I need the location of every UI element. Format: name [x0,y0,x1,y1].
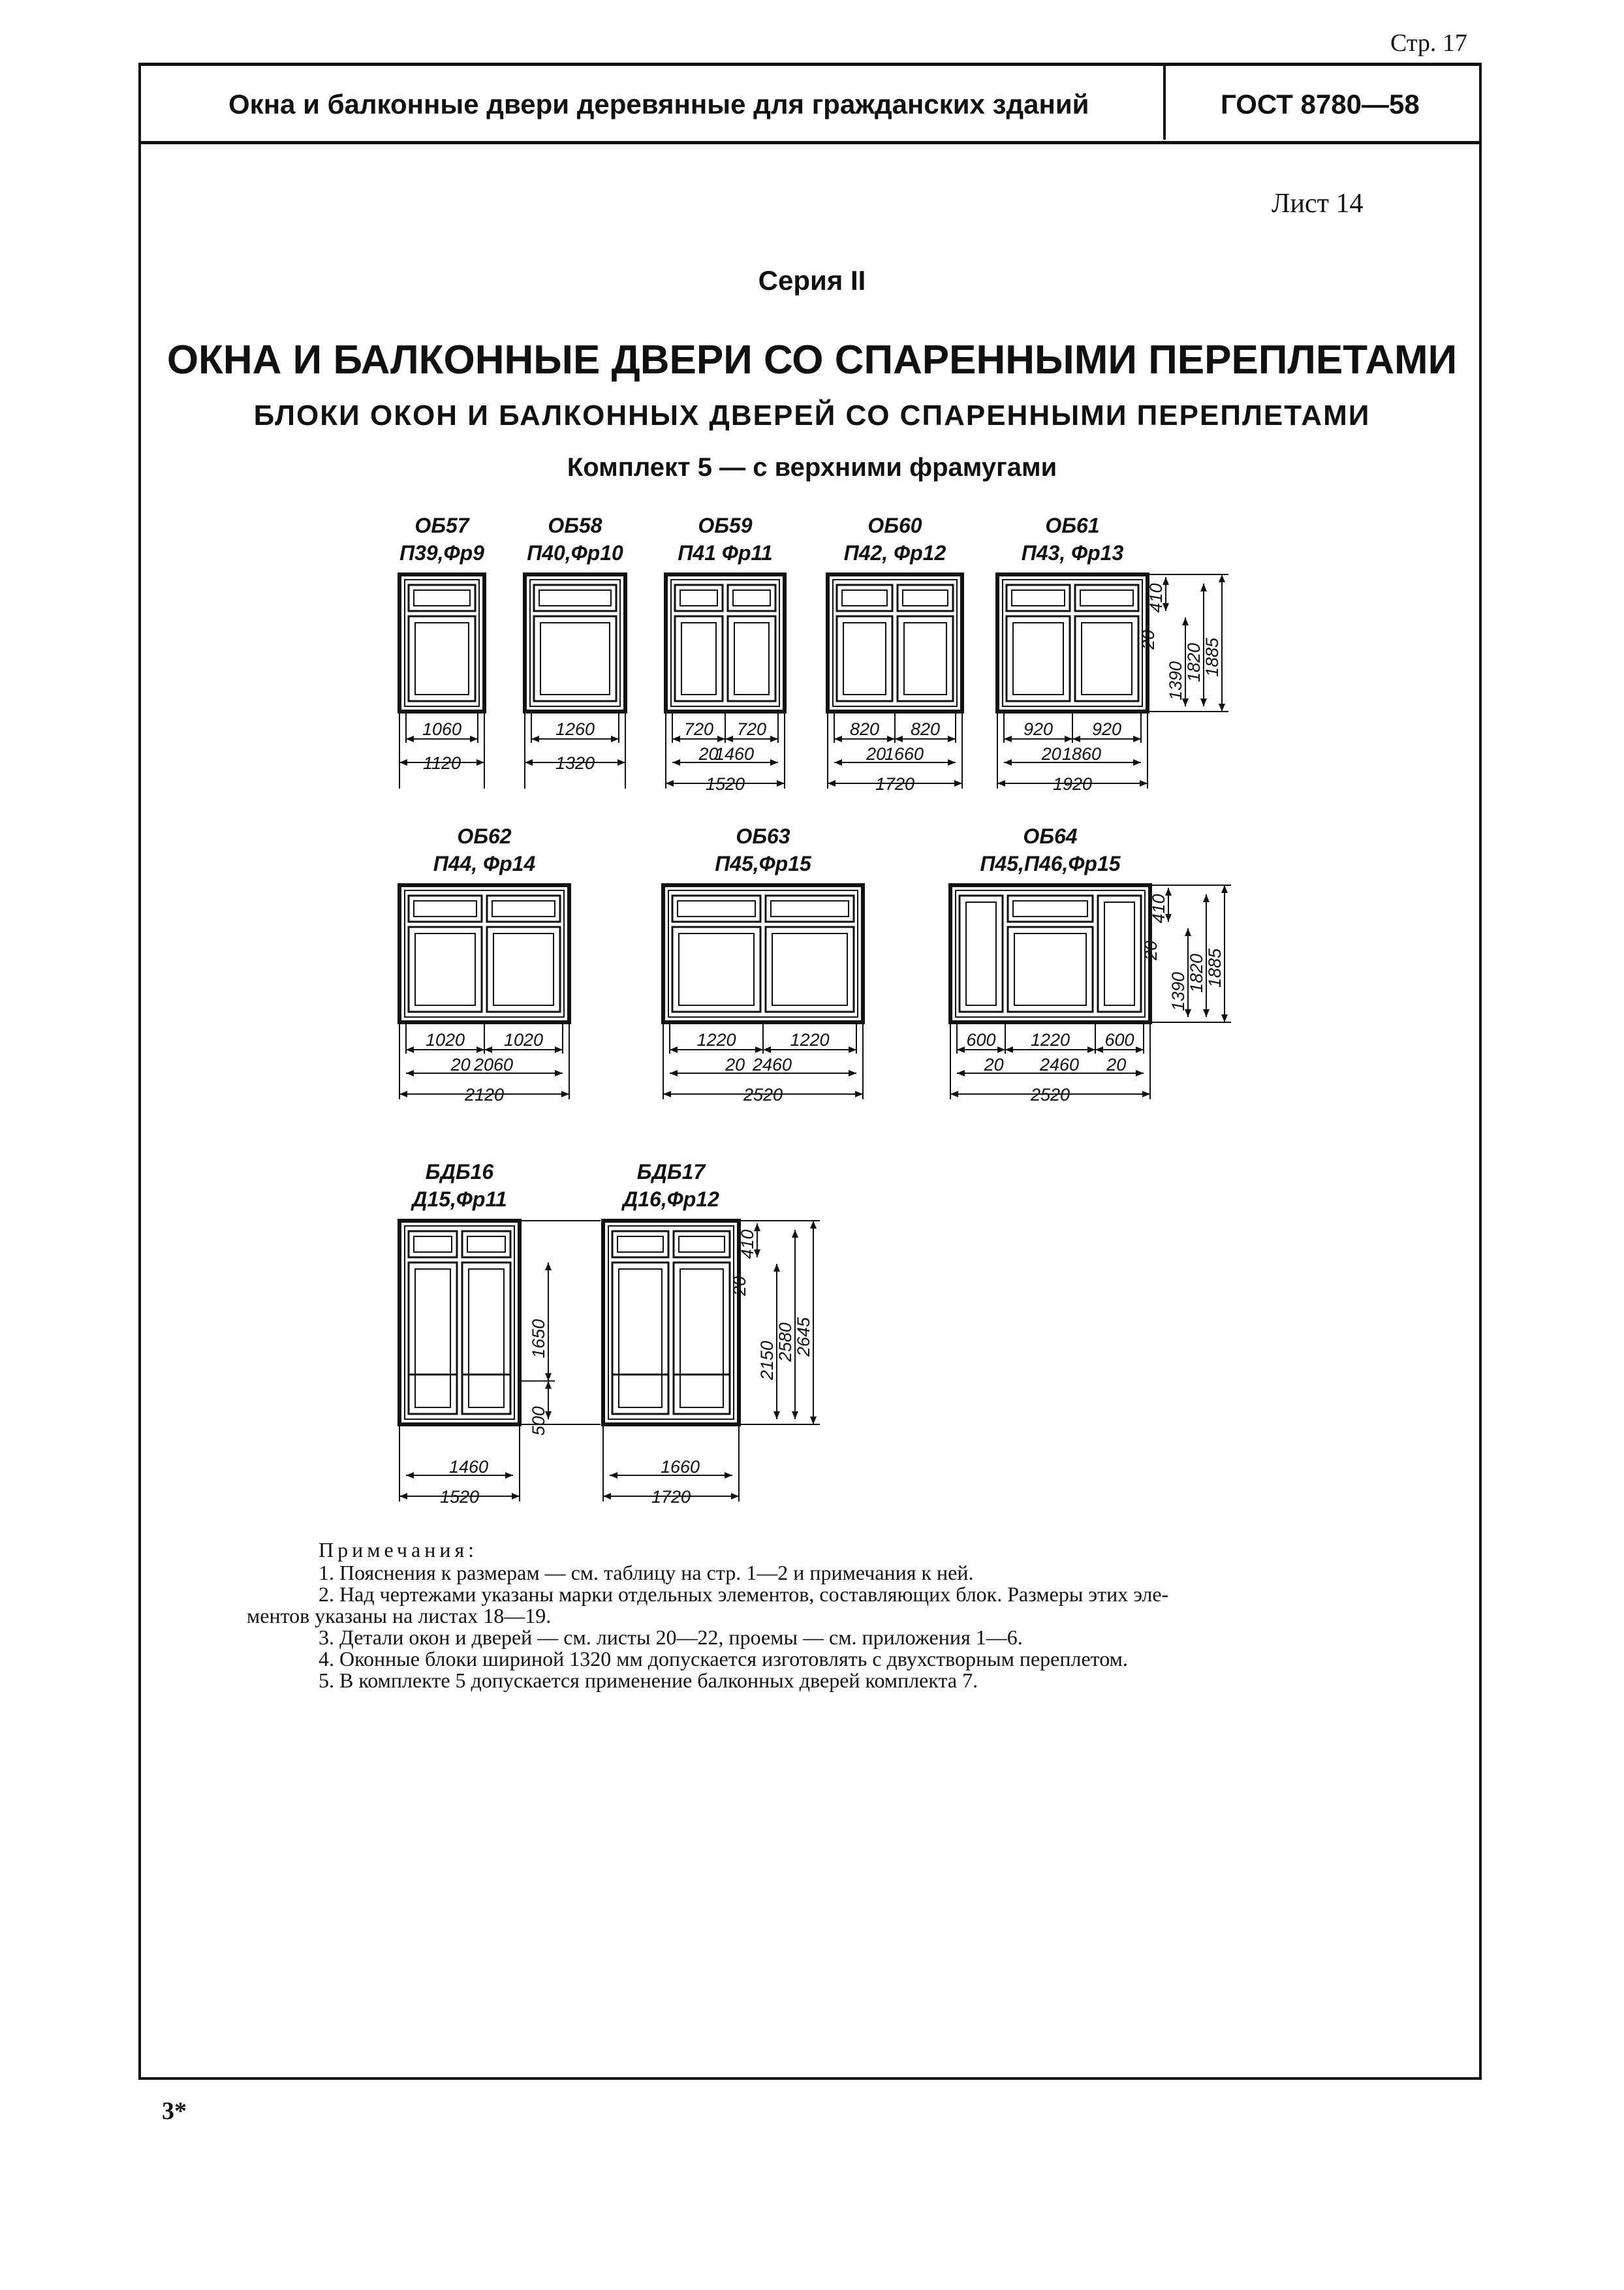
sash [409,1263,457,1414]
outer-frame [603,1221,739,1424]
note-3: 3. Детали окон и дверей — см. листы 20—22, проемы — см. приложения 1—6. [319,1625,1023,1649]
arrow-head [672,759,680,766]
dim-height: 1390 [1168,971,1188,1012]
arrow-head [1004,759,1012,766]
block-elements: Д15,Фр11 [412,1187,507,1211]
sash-glass [734,623,769,695]
transom-sash [1008,896,1093,922]
arrow-head [531,736,539,742]
arrow-head [773,1411,780,1419]
sash-glass [843,623,886,695]
sash [766,927,854,1012]
dim-height: 20 [1138,629,1158,650]
transom-sash [409,585,475,611]
transom-sash [672,896,760,922]
notes [247,1538,1467,1692]
sash [672,927,760,1012]
dim-height: 1650 [529,1319,548,1358]
arrow-head [555,1070,563,1076]
dim-sash: 1220 [1030,1030,1070,1050]
arrow-head [1200,584,1207,591]
footer-mark: 3* [162,2097,187,2125]
outer-frame [828,574,962,712]
arrow-head [997,1046,1005,1053]
transom-glass [617,1236,663,1252]
block-elements: П42, Фр12 [843,541,946,565]
dim-height: 1390 [1166,661,1185,701]
arrow-head [834,759,842,766]
dim-sash: 920 [1023,719,1054,739]
arrow-head [470,736,478,742]
inner-frame [833,580,957,706]
arrow-head [849,1070,856,1076]
block-mark: ОБ63 [736,824,790,848]
transom-sash [898,585,953,611]
transom-glass [467,1236,505,1252]
transom-sash [409,1231,457,1257]
block-elements: П45,Фр15 [715,852,811,875]
outer-frame [663,885,863,1022]
side-panel-glass [1104,902,1134,1005]
arrow-head [731,1493,739,1499]
page-title: ОКНА И БАЛКОННЫЕ ДВЕРИ СО СПАРЕННЫМИ ПЕРЕПЛЕТАМИ [166,337,1458,383]
block-mark: ОБ59 [698,514,753,537]
inner-frame [530,580,620,706]
block-mark: БДБ17 [636,1160,706,1184]
arrow-head [1087,1046,1095,1053]
arrow-head [603,1493,611,1499]
arrow-head [957,1070,965,1076]
dim-overall: 1720 [875,774,915,794]
block-mark: ОБ62 [457,824,512,848]
dim-height: 1820 [1184,642,1204,683]
block-elements: П39,Фр9 [399,541,484,565]
arrow-head [770,736,778,742]
sash-glass [540,623,610,695]
arrow-head [810,1417,817,1424]
transom-glass [492,901,555,917]
sash [462,1263,510,1414]
outer-frame [666,574,785,712]
dim-height: 410 [1146,583,1166,613]
dim-sash: 1220 [696,1030,736,1050]
sash [1075,616,1138,701]
sash-glass [1082,623,1132,695]
dim-gap: 20 [1106,1055,1127,1074]
arrow-head [725,736,733,742]
transom-glass [1080,590,1133,606]
dim-height: 20 [1141,940,1161,961]
dim-sash: 1060 [422,719,462,739]
block-ob62 [399,824,569,1105]
arrow-head [1005,1046,1013,1053]
arrow-head [849,1046,856,1053]
dim-overall: 1520 [439,1487,480,1507]
arrow-head [1219,704,1225,712]
sash-glass [1014,933,1086,1005]
dim-height: 410 [738,1229,757,1259]
outer-frame [950,885,1150,1022]
transom-glass [679,1236,725,1252]
transom-glass [414,1236,452,1252]
sash-glass [493,933,554,1005]
arrow-head [1221,1014,1228,1022]
arrow-head [1203,1009,1210,1017]
dim-inner: 1660 [884,744,924,764]
dim-gap: 20 [984,1055,1004,1074]
block-elements: П44, Фр14 [433,852,536,875]
arrow-head [763,1046,771,1053]
header-title: Окна и балконные двери деревянные для гражданских зданий [228,89,1089,119]
sash [674,1263,730,1414]
arrow-head [1221,885,1228,893]
arrow-head [1200,698,1207,706]
dim-sash: 920 [1091,719,1122,739]
arrow-head [948,759,956,766]
transom-sash [534,585,616,611]
outer-frame [997,574,1148,712]
sash-glass [679,933,754,1005]
arrow-head [505,1472,513,1479]
sash-glass [415,1269,450,1407]
arrow-head [1095,1046,1103,1053]
arrow-head [1004,736,1012,742]
sash [409,616,475,701]
dim-height: 1820 [1187,953,1206,994]
dim-inner: 1460 [448,1457,489,1477]
block-bdb17 [603,1160,820,1507]
transom-glass [414,590,470,606]
arrow-head [770,759,778,766]
inner-frame [1003,580,1142,706]
dim-sash: 720 [683,719,714,739]
block-mark: ОБ58 [548,514,602,537]
arrow-head [792,1411,798,1419]
arrow-head [725,1472,732,1479]
outer-frame [399,574,484,712]
note-2-continued: ментов указаны на листах 18—19. [247,1604,552,1627]
dim-height: 2580 [775,1322,795,1362]
arrow-head [611,736,619,742]
block-ob61 [997,514,1228,794]
sash [487,927,560,1012]
page-subtitle: БЛОКИ ОКОН И БАЛКОННЫХ ДВЕРЕЙ СО СПАРЕННЫМИ ПЕРЕПЛЕТАМИ [253,400,1371,431]
arrow-head [1203,894,1210,902]
arrow-head [555,1046,563,1053]
transom-glass [903,590,948,606]
sash-glass [415,623,469,695]
dim-sash: 1020 [425,1030,465,1050]
block-elements: П41 Фр11 [678,541,773,565]
sash-glass [681,623,716,695]
transom-sash [1007,585,1070,611]
inner-frame [608,1226,734,1419]
notes-heading: Примечания: [319,1538,478,1561]
arrow-head [476,759,484,766]
arrow-head [666,780,674,787]
arrow-head [512,1493,520,1499]
dim-gap: 20 [866,744,886,764]
block-elements: П45,П46,Фр15 [980,852,1121,875]
sheet-number: Лист 14 [1272,189,1364,219]
arrow-head [484,1046,492,1053]
block-elements: П40,Фр10 [527,541,623,565]
dim-inner: 2060 [473,1055,514,1074]
arrow-head [1136,1070,1144,1076]
note-5: 5. В комплекте 5 допускается применение балконных дверей комплекта 7. [319,1669,978,1692]
arrow-head [672,736,680,742]
arrow-head [1065,736,1072,742]
arrow-head [887,736,895,742]
note-4: 4. Оконные блоки шириной 1320 мм допускается изготовлять с двухстворным переплетом. [319,1647,1128,1670]
block-mark: БДБ16 [425,1160,494,1184]
side-panel-glass [966,902,996,1005]
arrow-head [1185,928,1191,936]
arrow-head [545,1381,552,1388]
arrow-head [828,780,835,787]
dim-sash: 1020 [503,1030,544,1050]
arrow-head [1142,1091,1150,1097]
outer-frame [399,1221,520,1424]
arrow-head [855,1091,863,1097]
transom-glass [414,901,476,917]
transom-sash [409,896,482,922]
page-number: Стр. 17 [1390,29,1467,57]
sash [612,1263,668,1414]
dim-sash: 600 [1104,1030,1134,1050]
transom-glass [678,901,755,917]
arrow-head [1136,1046,1144,1053]
arrow-head [399,759,407,766]
outer-frame [399,885,569,1022]
block-elements: П43, Фр13 [1021,541,1124,565]
arrow-head [777,780,785,787]
arrow-head [834,736,842,742]
arrow-head [399,1493,407,1499]
block-mark: ОБ57 [414,514,469,537]
block-ob64 [950,824,1231,1105]
sash [898,616,953,701]
arrow-head [1219,574,1225,582]
arrow-head [670,1046,678,1053]
transom-glass [1013,901,1087,917]
block-ob59 [666,514,785,794]
arrow-head [476,1046,484,1053]
note-1: 1. Пояснения к размерам — см. таблицу на стр. 1—2 и примечания к ней. [319,1561,974,1584]
dim-inner: 1860 [1061,744,1102,764]
inner-frame [405,580,479,706]
dim-height: 2645 [794,1317,813,1357]
arrow-head [545,1263,552,1270]
arrow-head [957,1046,965,1053]
sash-glass [619,1269,662,1407]
transom-sash [462,1231,510,1257]
dim-height: 2150 [757,1340,777,1381]
arrow-head [406,736,414,742]
arrow-head [561,1091,569,1097]
transom-sash [766,896,854,922]
arrow-head [1133,759,1141,766]
series-title: Серия II [758,265,866,296]
dim-overall: 1720 [651,1487,691,1507]
arrow-head [525,759,533,766]
sash [1007,616,1070,701]
arrow-head [545,1373,552,1381]
arrow-head [895,736,903,742]
dim-inner: 1460 [714,744,755,764]
dim-sash: 1220 [790,1030,830,1050]
transom-glass [1012,590,1065,606]
inner-frame [671,580,779,706]
transom-sash [675,585,723,611]
block-mark: ОБ64 [1023,824,1078,848]
arrow-head [755,1046,763,1053]
arrow-head [717,736,725,742]
sash-glass [469,1269,504,1407]
transom-sash [487,896,560,922]
arrow-head [399,1091,407,1097]
transom-sash [1075,585,1138,611]
dim-height: 500 [529,1406,548,1436]
sash-glass [904,623,946,695]
block-ob58 [525,514,625,789]
sash-glass [772,933,847,1005]
arrow-head [406,1070,414,1076]
block-elements: Д16,Фр12 [623,1187,719,1211]
sash-glass [415,933,475,1005]
arrow-head [810,1221,817,1229]
dim-sash: 1260 [555,719,595,739]
dim-height: 1885 [1202,637,1222,678]
sash-glass [1013,623,1063,695]
arrow-head [1072,736,1080,742]
transom-sash [728,585,775,611]
dim-inner: 1660 [660,1457,700,1477]
transom-glass [680,590,717,606]
transom-glass [539,590,611,606]
dim-overall: 1320 [555,753,595,773]
arrow-head [670,1070,678,1076]
block-mark: ОБ61 [1045,514,1100,537]
transom-sash [837,585,892,611]
arrow-head [406,1046,414,1053]
dim-height: 410 [1149,894,1168,924]
dim-height: 20 [730,1276,749,1296]
dim-overall: 1520 [705,774,745,794]
transom-glass [842,590,887,606]
block-ob63 [663,824,863,1105]
dim-gap: 20 [1041,744,1061,764]
sash [1008,927,1093,1012]
sash [534,616,616,701]
block-bdb16 [399,1160,601,1507]
inner-frame [405,1226,514,1419]
dim-gap: 20 [698,744,719,764]
transom-sash [612,1231,668,1257]
dim-overall: 2520 [1030,1085,1070,1105]
dim-overall: 1920 [1052,774,1093,794]
sash-glass [680,1269,723,1407]
arrow-head [954,780,962,787]
arrow-head [997,780,1005,787]
arrow-head [948,736,956,742]
dim-sash: 820 [910,719,941,739]
kit-title: Комплект 5 — с верхними фрамугами [567,453,1057,482]
arrow-head [610,1472,617,1479]
transom-glass [771,901,849,917]
block-ob57 [399,514,484,789]
block-mark: ОБ60 [867,514,922,537]
arrow-head [663,1091,671,1097]
dim-inner: 2460 [752,1055,792,1074]
dim-sash: 820 [849,719,880,739]
block-ob60 [828,514,962,794]
arrow-head [773,1264,780,1272]
dim-gap: 20 [450,1055,471,1074]
dim-overall: 2120 [464,1085,505,1105]
arrow-head [1140,780,1148,787]
arrow-head [1133,736,1141,742]
dim-inner: 2460 [1039,1055,1080,1074]
dim-height: 1885 [1205,948,1225,988]
transom-sash [674,1231,730,1257]
dim-overall: 1120 [422,753,461,773]
transom-glass [733,590,770,606]
note-2: 2. Над чертежами указаны марки отдельных элементов, составляющих блок. Размеры этих эле- [319,1582,1169,1606]
inner-frame [668,890,858,1017]
dim-sash: 600 [966,1030,996,1050]
sash [837,616,892,701]
standard-number: ГОСТ 8780—58 [1221,89,1420,119]
arrow-head [617,759,625,766]
dim-sash: 720 [736,719,767,739]
dim-overall: 2520 [743,1085,783,1105]
sash [409,927,482,1012]
inner-frame [405,890,564,1017]
arrow-head [406,1472,414,1479]
arrow-head [950,1091,958,1097]
arrow-head [1182,618,1189,625]
arrow-head [792,1230,798,1238]
inner-frame [956,890,1145,1017]
dim-gap: 20 [725,1055,745,1074]
